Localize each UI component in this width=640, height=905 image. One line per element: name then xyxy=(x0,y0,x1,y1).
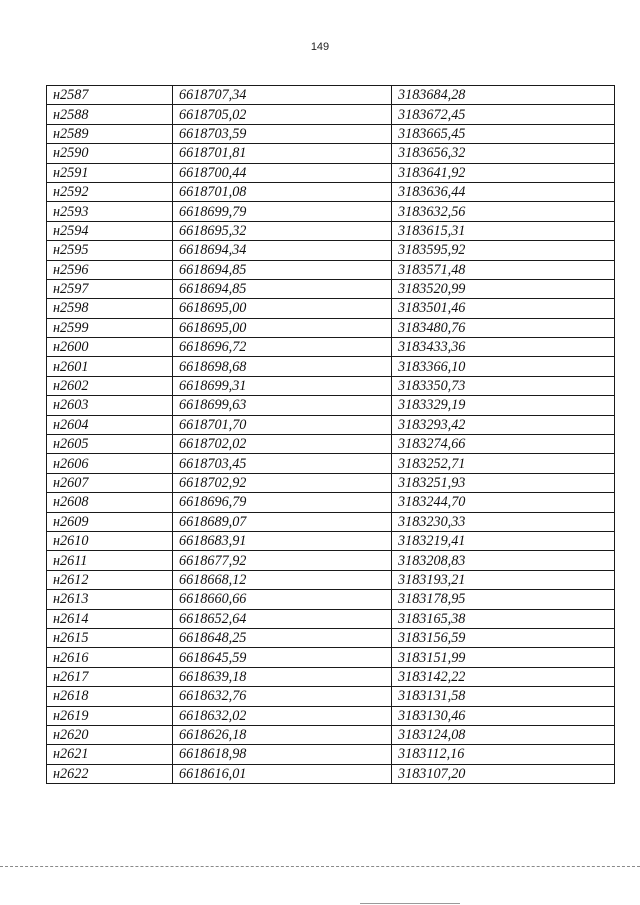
x-coordinate-cell: 6618695,32 xyxy=(173,221,392,240)
y-coordinate-cell: 3183274,66 xyxy=(392,435,615,454)
table-row xyxy=(47,260,615,279)
point-id-cell: н2618 xyxy=(47,687,173,706)
x-coordinate-cell: 6618694,85 xyxy=(173,279,392,298)
point-id-cell: н2607 xyxy=(47,473,173,492)
page-number: 149 xyxy=(310,41,330,53)
point-id-cell: н2591 xyxy=(47,163,173,182)
footer-divider xyxy=(0,866,640,867)
y-coordinate-cell: 3183433,36 xyxy=(392,338,615,357)
x-coordinate-cell: 6618626,18 xyxy=(173,725,392,744)
table-row xyxy=(47,609,615,628)
y-coordinate-cell: 3183520,99 xyxy=(392,279,615,298)
point-id-cell: н2602 xyxy=(47,376,173,395)
point-id-cell: н2596 xyxy=(47,260,173,279)
table-row xyxy=(47,745,615,764)
point-id-cell: н2604 xyxy=(47,415,173,434)
x-coordinate-cell: 6618701,81 xyxy=(173,144,392,163)
table-row xyxy=(47,551,615,570)
point-id-cell: н2620 xyxy=(47,725,173,744)
x-coordinate-cell: 6618639,18 xyxy=(173,667,392,686)
x-coordinate-cell: 6618632,02 xyxy=(173,706,392,725)
point-id-cell: н2610 xyxy=(47,531,173,550)
x-coordinate-cell: 6618696,72 xyxy=(173,338,392,357)
coordinates-table xyxy=(46,85,615,784)
x-coordinate-cell: 6618689,07 xyxy=(173,512,392,531)
x-coordinate-cell: 6618645,59 xyxy=(173,648,392,667)
y-coordinate-cell: 3183684,28 xyxy=(392,86,615,105)
y-coordinate-cell: 3183571,48 xyxy=(392,260,615,279)
x-coordinate-cell: 6618683,91 xyxy=(173,531,392,550)
y-coordinate-cell: 3183165,38 xyxy=(392,609,615,628)
point-id-cell: н2598 xyxy=(47,299,173,318)
table-row xyxy=(47,144,615,163)
x-coordinate-cell: 6618695,00 xyxy=(173,299,392,318)
point-id-cell: н2600 xyxy=(47,338,173,357)
point-id-cell: н2593 xyxy=(47,202,173,221)
table-row xyxy=(47,279,615,298)
x-coordinate-cell: 6618703,45 xyxy=(173,454,392,473)
x-coordinate-cell: 6618618,98 xyxy=(173,745,392,764)
point-id-cell: н2613 xyxy=(47,590,173,609)
table-row xyxy=(47,435,615,454)
point-id-cell: н2622 xyxy=(47,764,173,783)
table-row xyxy=(47,338,615,357)
table-row xyxy=(47,512,615,531)
y-coordinate-cell: 3183293,42 xyxy=(392,415,615,434)
y-coordinate-cell: 3183131,58 xyxy=(392,687,615,706)
table-row xyxy=(47,473,615,492)
point-id-cell: н2594 xyxy=(47,221,173,240)
x-coordinate-cell: 6618616,01 xyxy=(173,764,392,783)
point-id-cell: н2590 xyxy=(47,144,173,163)
y-coordinate-cell: 3183107,20 xyxy=(392,764,615,783)
table-row xyxy=(47,764,615,783)
y-coordinate-cell: 3183636,44 xyxy=(392,182,615,201)
table-row xyxy=(47,531,615,550)
point-id-cell: н2609 xyxy=(47,512,173,531)
x-coordinate-cell: 6618698,68 xyxy=(173,357,392,376)
point-id-cell: н2621 xyxy=(47,745,173,764)
y-coordinate-cell: 3183595,92 xyxy=(392,241,615,260)
table-row xyxy=(47,376,615,395)
y-coordinate-cell: 3183230,33 xyxy=(392,512,615,531)
table-row xyxy=(47,454,615,473)
x-coordinate-cell: 6618648,25 xyxy=(173,628,392,647)
y-coordinate-cell: 3183672,45 xyxy=(392,105,615,124)
x-coordinate-cell: 6618700,44 xyxy=(173,163,392,182)
point-id-cell: н2612 xyxy=(47,570,173,589)
table-row xyxy=(47,182,615,201)
table-row xyxy=(47,628,615,647)
table-row xyxy=(47,590,615,609)
x-coordinate-cell: 6618652,64 xyxy=(173,609,392,628)
table-row xyxy=(47,124,615,143)
x-coordinate-cell: 6618696,79 xyxy=(173,493,392,512)
point-id-cell: н2592 xyxy=(47,182,173,201)
table-row xyxy=(47,163,615,182)
table-row xyxy=(47,396,615,415)
y-coordinate-cell: 3183641,92 xyxy=(392,163,615,182)
y-coordinate-cell: 3183350,73 xyxy=(392,376,615,395)
x-coordinate-cell: 6618701,70 xyxy=(173,415,392,434)
y-coordinate-cell: 3183178,95 xyxy=(392,590,615,609)
table-row xyxy=(47,648,615,667)
y-coordinate-cell: 3183244,70 xyxy=(392,493,615,512)
point-id-cell: н2587 xyxy=(47,86,173,105)
table-row xyxy=(47,687,615,706)
x-coordinate-cell: 6618702,02 xyxy=(173,435,392,454)
x-coordinate-cell: 6618660,66 xyxy=(173,590,392,609)
point-id-cell: н2597 xyxy=(47,279,173,298)
point-id-cell: н2601 xyxy=(47,357,173,376)
y-coordinate-cell: 3183501,46 xyxy=(392,299,615,318)
point-id-cell: н2617 xyxy=(47,667,173,686)
point-id-cell: н2619 xyxy=(47,706,173,725)
footer-mark xyxy=(360,903,460,904)
x-coordinate-cell: 6618701,08 xyxy=(173,182,392,201)
table-row xyxy=(47,86,615,105)
x-coordinate-cell: 6618699,79 xyxy=(173,202,392,221)
y-coordinate-cell: 3183665,45 xyxy=(392,124,615,143)
point-id-cell: н2614 xyxy=(47,609,173,628)
point-id-cell: н2606 xyxy=(47,454,173,473)
point-id-cell: н2615 xyxy=(47,628,173,647)
point-id-cell: н2608 xyxy=(47,493,173,512)
point-id-cell: н2611 xyxy=(47,551,173,570)
table-row xyxy=(47,299,615,318)
x-coordinate-cell: 6618694,34 xyxy=(173,241,392,260)
table-row xyxy=(47,570,615,589)
y-coordinate-cell: 3183208,83 xyxy=(392,551,615,570)
table-row xyxy=(47,493,615,512)
y-coordinate-cell: 3183193,21 xyxy=(392,570,615,589)
table-row xyxy=(47,241,615,260)
y-coordinate-cell: 3183480,76 xyxy=(392,318,615,337)
y-coordinate-cell: 3183130,46 xyxy=(392,706,615,725)
y-coordinate-cell: 3183112,16 xyxy=(392,745,615,764)
table-row xyxy=(47,415,615,434)
point-id-cell: н2595 xyxy=(47,241,173,260)
coordinates-table-body xyxy=(47,86,615,784)
y-coordinate-cell: 3183366,10 xyxy=(392,357,615,376)
y-coordinate-cell: 3183252,71 xyxy=(392,454,615,473)
point-id-cell: н2588 xyxy=(47,105,173,124)
point-id-cell: н2599 xyxy=(47,318,173,337)
x-coordinate-cell: 6618707,34 xyxy=(173,86,392,105)
x-coordinate-cell: 6618705,02 xyxy=(173,105,392,124)
y-coordinate-cell: 3183632,56 xyxy=(392,202,615,221)
table-row xyxy=(47,667,615,686)
y-coordinate-cell: 3183219,41 xyxy=(392,531,615,550)
point-id-cell: н2616 xyxy=(47,648,173,667)
x-coordinate-cell: 6618677,92 xyxy=(173,551,392,570)
y-coordinate-cell: 3183251,93 xyxy=(392,473,615,492)
point-id-cell: н2605 xyxy=(47,435,173,454)
x-coordinate-cell: 6618702,92 xyxy=(173,473,392,492)
y-coordinate-cell: 3183124,08 xyxy=(392,725,615,744)
table-row xyxy=(47,725,615,744)
y-coordinate-cell: 3183615,31 xyxy=(392,221,615,240)
y-coordinate-cell: 3183329,19 xyxy=(392,396,615,415)
y-coordinate-cell: 3183156,59 xyxy=(392,628,615,647)
y-coordinate-cell: 3183142,22 xyxy=(392,667,615,686)
x-coordinate-cell: 6618668,12 xyxy=(173,570,392,589)
point-id-cell: н2603 xyxy=(47,396,173,415)
table-row xyxy=(47,202,615,221)
x-coordinate-cell: 6618632,76 xyxy=(173,687,392,706)
table-row xyxy=(47,706,615,725)
y-coordinate-cell: 3183151,99 xyxy=(392,648,615,667)
x-coordinate-cell: 6618695,00 xyxy=(173,318,392,337)
table-row xyxy=(47,357,615,376)
table-row xyxy=(47,318,615,337)
x-coordinate-cell: 6618694,85 xyxy=(173,260,392,279)
x-coordinate-cell: 6618703,59 xyxy=(173,124,392,143)
x-coordinate-cell: 6618699,31 xyxy=(173,376,392,395)
y-coordinate-cell: 3183656,32 xyxy=(392,144,615,163)
table-row xyxy=(47,105,615,124)
table-row xyxy=(47,221,615,240)
point-id-cell: н2589 xyxy=(47,124,173,143)
x-coordinate-cell: 6618699,63 xyxy=(173,396,392,415)
